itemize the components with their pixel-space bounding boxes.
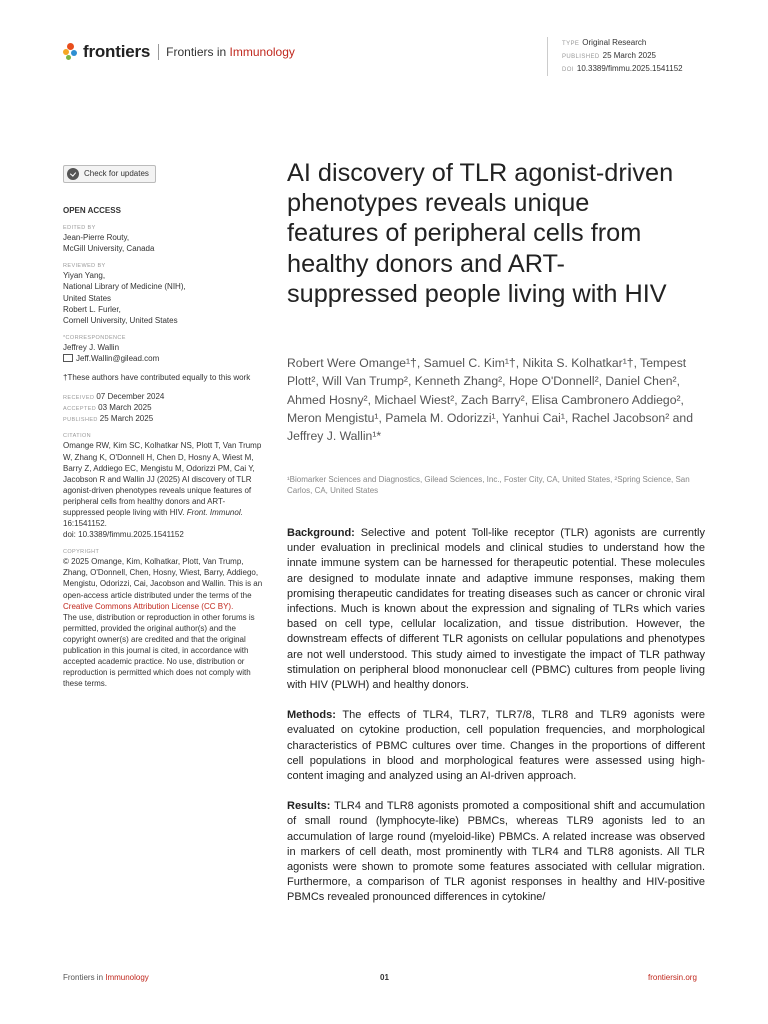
logo-text: frontiers	[83, 42, 151, 61]
check-for-updates-button[interactable]: Check for updates	[63, 165, 156, 183]
type-line: TYPE Original Research	[562, 38, 647, 47]
abstract-background: Background: Selective and potent Toll-like receptor (TLR) agonists are currently under evaluation in preclinical models and clinical studies to understand how the innate immune system can be harnessed for therapeutic potential. These molecules are designed to modulate innate and adaptive immune responses, making them promising therapeutic candidates for treating diseases such as cancer or chronic viral infections. Much is known about the expression and signaling of TLRs which varies based on cell type, cellular localization, and tissue distribution. However, the downstream effects of different TLR agonists on cellular populations and phenotypes are not well understood. This study aimed to investigate the impact of TLR pathway stimulation on peripheral blood mononuclear cell (PBMC) cultures from people living with HIV (PLWH) and healthy donors.	[287, 527, 705, 692]
citation-section: CITATION Omange RW, Kim SC, Kolhatkar NS, Plott T, Van Trump W, Zhang K, O'Donnell H, Chen D, Hosny A, Wiest M, Barry Z, Addiego EC, Mengistu M, Odorizzi PM, Cai Y, Jacobson R and Wallin JJ (2025) AI discovery of TLR agonist-driven phenotypes reveals unique features of peripheral cells from healthy donors and ART-suppressed people living with HIV. Front. Immunol. 16:1541152. doi: 10.3389/fimmu.2025.1541152	[63, 433, 262, 540]
doi-line[interactable]: DOI 10.3389/fimmu.2025.1541152	[562, 64, 683, 73]
published-line: PUBLISHED 25 March 2025	[562, 51, 656, 60]
page-number: 01	[380, 973, 389, 982]
article-meta	[547, 37, 683, 76]
logo-divider	[158, 44, 159, 60]
abstract-results: Results: TLR4 and TLR8 agonists promoted a compositional shift and accumulation of small round (lymphocyte-like) PBMCs, whereas TLR9 agonists led to an accumulation of large round (myeloid-like) PBMCs. A related increase was observed in markers of cell death, most prominently with TLR4 and TLR8 agonists. All TLR agonists were shown to promote some features associated with cellular migration. Furthermore, a comparison of TLR agonist responses in healthy and HIV-positive PBMCs revealed pronounced differences in cytokine/	[287, 800, 705, 904]
footer-site-link[interactable]: frontiersin.org	[648, 973, 697, 982]
email-icon	[63, 354, 73, 362]
check-icon	[67, 168, 79, 180]
open-access-label: OPEN ACCESS	[63, 206, 121, 216]
article-title: AI discovery of TLR agonist-driven phenotypes reveals unique features of peripheral cells from healthy donors and ART-suppressed people living with HIV	[287, 159, 674, 308]
copyright-section: COPYRIGHT © 2025 Omange, Kim, Kolhatkar, Plott, Van Trump, Zhang, O'Donnell, Chen, Hosny, Wiest, Barry, Addiego, Mengistu, Odorizzi, Cai, Jacobson and Wallin. This is an open-access article distributed under the terms of the Creative Commons Attribution License (CC BY). The use, distribution or reproduction in other forums is permitted, provided the original author(s) and the copyright owner(s) are credited and that the original publication in this journal is cited, in accordance with accepted academic practice. No use, distribution or reproduction is permitted which does not comply with these terms.	[63, 549, 263, 689]
citation-doi[interactable]: doi: 10.3389/fimmu.2025.1541152	[63, 530, 184, 540]
frontiers-logo-icon	[63, 43, 79, 61]
frontiers-logo[interactable]	[63, 42, 295, 62]
abstract-methods: Methods: The effects of TLR4, TLR7, TLR7/8, TLR8 and TLR9 agonists were evaluated on cytokine production, cell population frequencies, and morphological characteristics of PBMC cultures over time. Changes in the proportions of different cell populations in blood and morphological features were assessed using high-content imaging and analyzed using an AI-driven approach.	[287, 709, 705, 783]
abstract	[287, 526, 705, 921]
correspondence-section: *CORRESPONDENCE Jeffrey J. Wallin Jeff.Wallin@gilead.com	[63, 334, 263, 364]
equal-contribution-note: †These authors have contributed equally to this work	[63, 373, 251, 383]
edited-by-section: EDITED BY Jean-Pierre Routy, McGill University, Canada	[63, 225, 155, 254]
license-link[interactable]: Creative Commons Attribution License (CC BY).	[63, 601, 234, 611]
dates-section: RECEIVED 07 December 2024 ACCEPTED 03 March 2025 PUBLISHED 25 March 2025	[63, 392, 165, 424]
correspondence-email[interactable]: Jeff.Wallin@gilead.com	[63, 353, 263, 364]
footer-journal: Frontiers in Immunology	[63, 973, 149, 982]
sidebar	[63, 165, 263, 689]
affiliations: ¹Biomarker Sciences and Diagnostics, Gilead Sciences, Inc., Foster City, CA, United States, ²Spring Science, San Carlos, CA, United States	[287, 475, 690, 495]
author-list: Robert Were Omange¹†, Samuel C. Kim¹†, Nikita S. Kolhatkar¹†, Tempest Plott², Will Van Trump², Kenneth Zhang², Hope O'Donnell², Daniel Chen², Ahmed Hosny², Michael Wiest², Zach Barry², Elisa Cambronero Addiego², Meron Mengistu¹, Pamela M. Odorizzi¹, Yanhui Cai¹, Rachel Jacobson² and Jeffrey J. Wallin¹*	[287, 356, 693, 444]
reviewed-by-section: REVIEWED BY Yiyan Yang, National Library of Medicine (NIH), United States Robert L. Furler, Cornell University, United States	[63, 263, 186, 325]
journal-name: Frontiers in Immunology	[166, 45, 295, 59]
